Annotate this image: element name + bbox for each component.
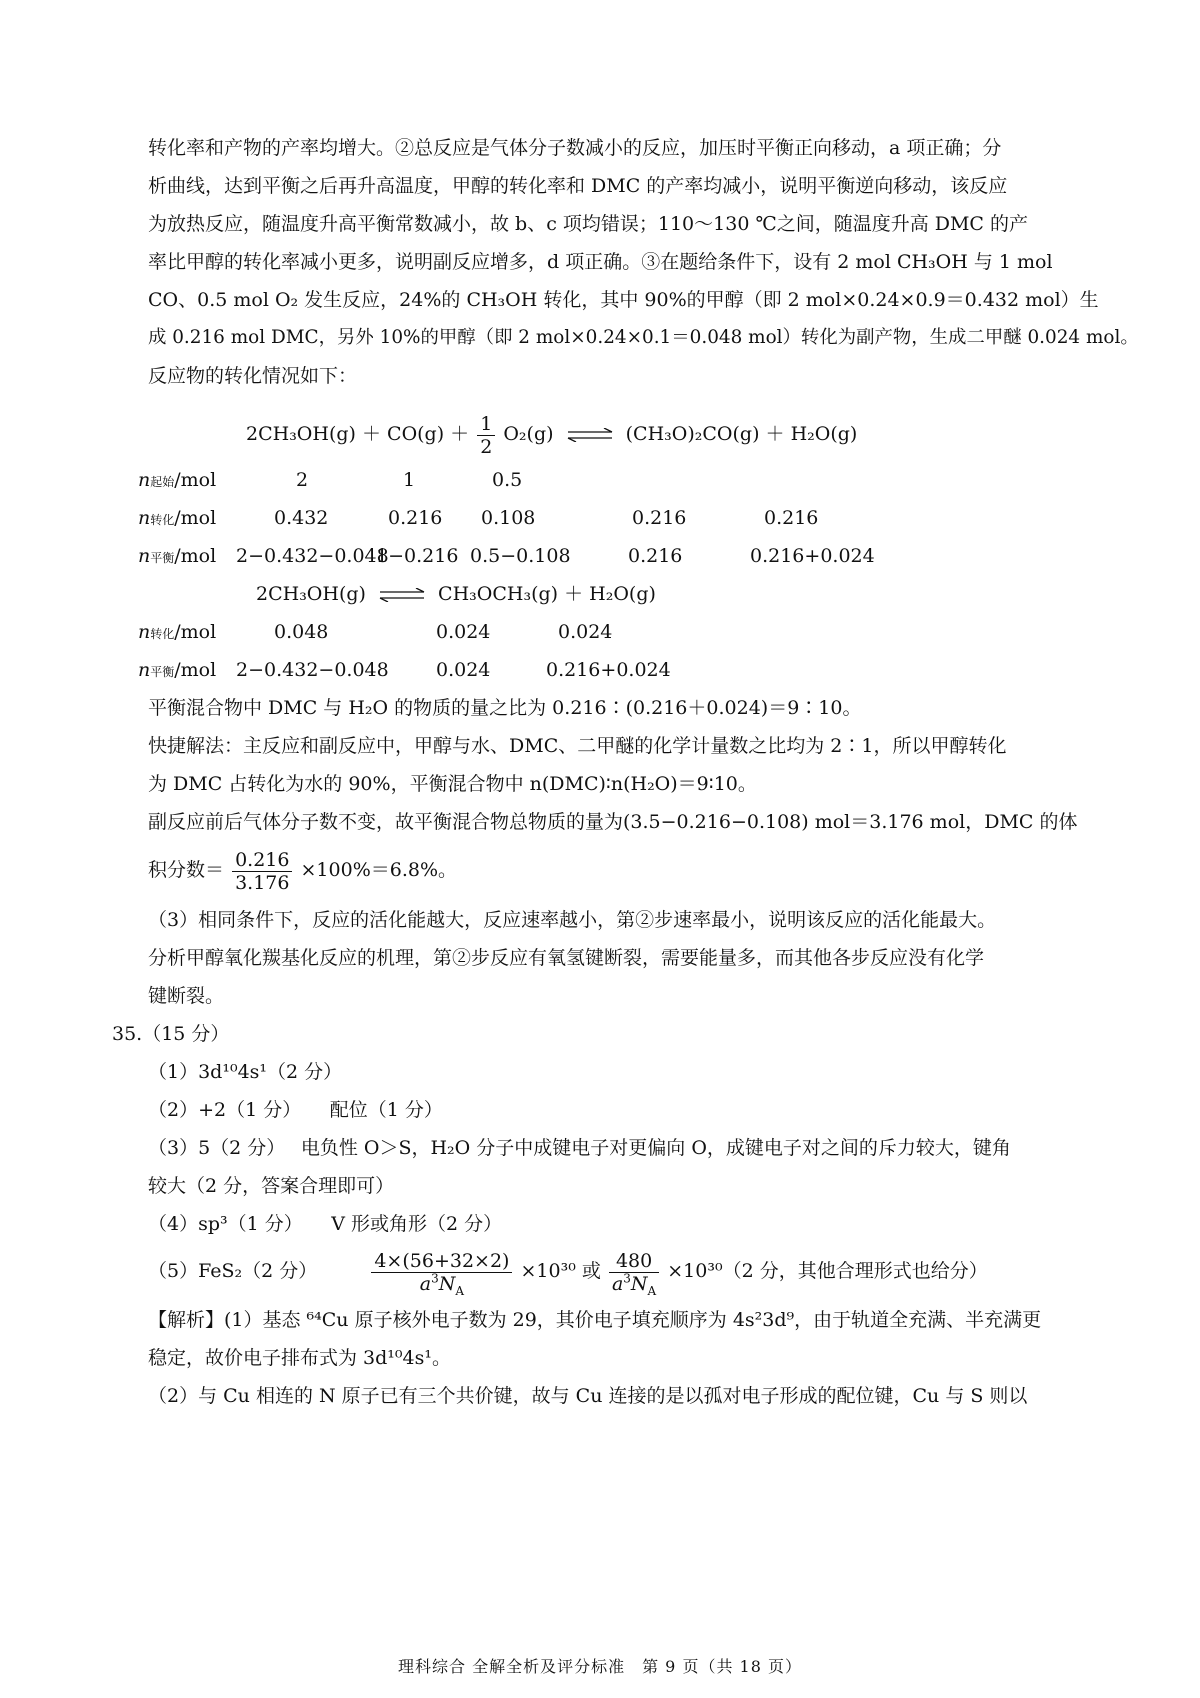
answer-line-density bbox=[148, 1246, 988, 1296]
fraction-numerator: 480 bbox=[609, 1250, 659, 1273]
text-line: CO、0.5 mol O₂ 发生反应，24%的 CH₃OH 转化，其中 90%的甲醇（即 2 mol×0.24×0.9＝0.432 mol）生 bbox=[148, 289, 1099, 311]
text-line: 为放热反应，随温度升高平衡常数减小，故 b、c 项均错误；110～130 ℃之间，随温度升高 DMC 的产 bbox=[148, 213, 1029, 235]
text-line: 转化率和产物的产率均增大。②总反应是气体分子数减小的反应，加压时平衡正向移动，a 项正确；分 bbox=[148, 137, 1002, 159]
fraction-numerator: 0.216 bbox=[232, 849, 292, 872]
table-cell: 0.024 bbox=[436, 621, 491, 643]
text-line: 析曲线，达到平衡之后再升高温度，甲醇的转化率和 DMC 的产率均减小，说明平衡逆向移动，该反应 bbox=[148, 175, 1008, 197]
answer-line: （2）+2（1 分） 配位（1 分） bbox=[148, 1099, 443, 1121]
table-cell: 0.048 bbox=[274, 621, 329, 643]
reaction-equation-main bbox=[246, 410, 857, 458]
volume-fraction bbox=[232, 849, 292, 894]
text-span: ×100%＝6.8%。 bbox=[300, 859, 458, 881]
answer-line: 较大（2 分，答案合理即可） bbox=[148, 1175, 395, 1197]
text-line: 键断裂。 bbox=[148, 985, 225, 1007]
table-cell: 0.216+0.024 bbox=[546, 659, 671, 681]
text-span: ×10³⁰ 或 bbox=[520, 1260, 601, 1282]
row-label-conversion: n转化/mol bbox=[138, 507, 217, 529]
reaction-right: CH₃OCH₃(g) ＋ H₂O(g) bbox=[438, 583, 656, 605]
text-line: 反应物的转化情况如下： bbox=[148, 365, 358, 387]
text-line: 成 0.216 mol DMC，另外 10%的甲醇（即 2 mol×0.24×0.1＝0.048 mol）转化为副产物，生成二甲醚 0.024 mol。 bbox=[148, 327, 1139, 348]
equilibrium-arrow-icon bbox=[566, 428, 614, 442]
fraction-denominator: 2 bbox=[480, 435, 493, 458]
row-label-equilibrium: n平衡/mol bbox=[138, 659, 217, 681]
density-fraction-2 bbox=[609, 1249, 659, 1298]
fraction-denominator: $a^3N_A$ bbox=[611, 1271, 657, 1298]
reaction-o2: O₂(g) bbox=[503, 423, 554, 445]
fraction-numerator: 1 bbox=[477, 413, 495, 436]
fraction-denominator: 3.176 bbox=[235, 871, 290, 894]
equilibrium-arrow-icon bbox=[378, 588, 426, 602]
fraction-denominator: $a^3N_A$ bbox=[419, 1271, 465, 1298]
text-line: 分析甲醇氧化羰基化反应的机理，第②步反应有氧氢键断裂，需要能量多，而其他各步反应没有化学 bbox=[148, 947, 985, 969]
row-label-start: n起始/mol bbox=[138, 469, 217, 491]
row-label-conversion: n转化/mol bbox=[138, 621, 217, 643]
table-cell: 2−0.432−0.048 bbox=[236, 659, 389, 681]
table-cell: 0.108 bbox=[481, 507, 536, 529]
answer-line: （3）5（2 分） 电负性 O＞S，H₂O 分子中成键电子对更偏向 O，成键电子对之间的斥力较大，键角 bbox=[148, 1137, 1011, 1159]
table-cell: 1−0.216 bbox=[376, 545, 459, 567]
text-span: 积分数＝ bbox=[148, 859, 225, 881]
text-span: （5）FeS₂（2 分） bbox=[148, 1260, 318, 1282]
page-footer: 理科综合 全解全析及评分标准 第 9 页（共 18 页） bbox=[398, 1657, 802, 1676]
table-cell: 0.216+0.024 bbox=[750, 545, 875, 567]
fraction-numerator: 4×(56+32×2) bbox=[371, 1250, 512, 1273]
text-line: （3）相同条件下，反应的活化能越大，反应速率越小，第②步速率最小，说明该反应的活化能最大。 bbox=[148, 909, 997, 931]
answer-line: （1）3d¹⁰4s¹（2 分） bbox=[148, 1061, 343, 1083]
volume-fraction-line bbox=[148, 846, 457, 894]
half-fraction bbox=[477, 413, 495, 458]
table-cell: 0.216 bbox=[764, 507, 819, 529]
row-label-equilibrium: n平衡/mol bbox=[138, 545, 217, 567]
text-span: ×10³⁰（2 分，其他合理形式也给分） bbox=[667, 1260, 988, 1282]
table-cell: 0.5−0.108 bbox=[470, 545, 571, 567]
density-fraction-1 bbox=[371, 1249, 512, 1298]
table-cell: 0.5 bbox=[492, 469, 523, 491]
text-line: （2）与 Cu 相连的 N 原子已有三个共价键，故与 Cu 连接的是以孤对电子形成的配位键，Cu 与 S 则以 bbox=[148, 1385, 1028, 1407]
table-cell: 2 bbox=[296, 469, 309, 491]
reaction-equation-side bbox=[256, 582, 656, 606]
table-cell: 0.216 bbox=[628, 545, 683, 567]
reaction-left: 2CH₃OH(g) bbox=[256, 583, 366, 605]
table-cell: 0.024 bbox=[436, 659, 491, 681]
text-line: 快捷解法：主反应和副反应中，甲醇与水、DMC、二甲醚的化学计量数之比均为 2∶1，所以甲醇转化 bbox=[148, 735, 1007, 757]
text-line: 【解析】(1）基态 ⁶⁴Cu 原子核外电子数为 29，其价电子填充顺序为 4s²3d⁹，由于轨道全充满、半充满更 bbox=[148, 1309, 1042, 1331]
table-cell: 2−0.432−0.048 bbox=[236, 545, 389, 567]
answer-line: （4）sp³（1 分） V 形或角形（2 分） bbox=[148, 1213, 503, 1235]
table-cell: 0.024 bbox=[558, 621, 613, 643]
question-number: 35.（15 分） bbox=[112, 1023, 230, 1045]
table-cell: 0.432 bbox=[274, 507, 329, 529]
table-cell: 1 bbox=[403, 469, 416, 491]
text-line: 副反应前后气体分子数不变，故平衡混合物总物质的量为(3.5−0.216−0.108) mol＝3.176 mol，DMC 的体 bbox=[148, 811, 1078, 833]
table-cell: 0.216 bbox=[632, 507, 687, 529]
text-line: 率比甲醇的转化率减小更多，说明副反应增多，d 项正确。③在题给条件下，设有 2 mol CH₃OH 与 1 mol bbox=[148, 251, 1053, 273]
table-cell: 0.216 bbox=[388, 507, 443, 529]
reaction-right: (CH₃O)₂CO(g) ＋ H₂O(g) bbox=[625, 423, 858, 445]
text-line: 为 DMC 占转化为水的 90%，平衡混合物中 n(DMC)∶n(H₂O)＝9∶10。 bbox=[148, 773, 757, 795]
text-line: 稳定，故价电子排布式为 3d¹⁰4s¹。 bbox=[148, 1347, 451, 1369]
text-line: 平衡混合物中 DMC 与 H₂O 的物质的量之比为 0.216∶(0.216＋0.024)＝9∶10。 bbox=[148, 697, 862, 719]
reaction-left: 2CH₃OH(g) ＋ CO(g) ＋ bbox=[246, 423, 470, 445]
